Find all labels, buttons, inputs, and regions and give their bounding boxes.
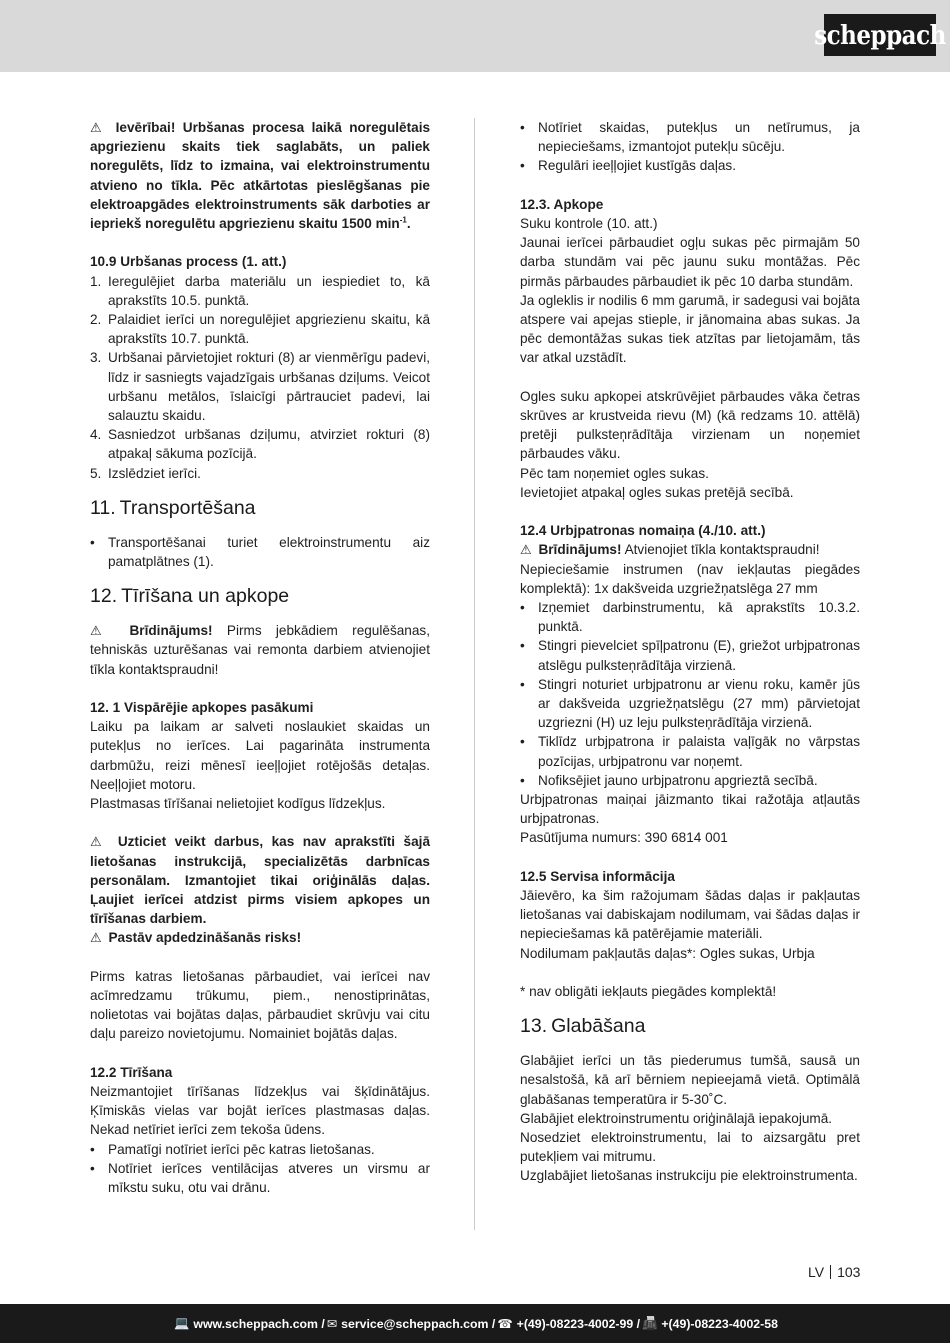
bullet: • [520, 676, 525, 692]
list-item [520, 675, 860, 733]
list-item-text: Tiklīdz urbjpatrona ir palaista vaļīgāk no vārpstas pozīcijas, urbjpatronu var noņemt. [538, 734, 860, 769]
bullet: • [520, 734, 525, 750]
list-item-text: Regulāri ieeļļojiet kustīgās daļas. [538, 158, 736, 174]
step-item [90, 348, 430, 425]
step-number: 1. [90, 273, 102, 289]
phone-icon: ☎ [497, 1316, 513, 1331]
section-12-5-note: * nav obligāti iekļauts piegādes komplektā! [520, 984, 777, 1000]
list-item [90, 533, 430, 571]
list-item-text: Nofiksējiet jauno urbjpatronu apgrieztā secībā. [538, 772, 818, 788]
scheppach-logo [814, 14, 946, 56]
list-item-text: Izņemiet darbinstrumentu, kā aprakstīts 10.3.2. punktā. [538, 600, 860, 635]
section-13-heading [520, 1013, 860, 1039]
section-12-4-warning [520, 540, 860, 559]
list-item-text: Transportēšanai turiet elektroinstrumentu aiz pamatplātnes (1). [108, 534, 430, 570]
step-text: Ieregulējiet darba materiālu un iespiediet to, kā aprakstīts 10.5. punktā. [108, 273, 430, 308]
warning-icon: ⚠ [90, 623, 113, 639]
section-12-title: Tīrīšana un apkope [121, 585, 290, 608]
intro-warning-sup: -1 [399, 215, 407, 225]
bullet: • [520, 600, 525, 616]
step-item [90, 464, 430, 483]
logo-text: scheppach [814, 19, 946, 51]
burn-warning [90, 928, 430, 947]
section-10-9-steps [90, 272, 430, 483]
section-12-4-title: 12.4 Urbjpatronas nomaiņa (4./10. att.) [520, 523, 766, 539]
bullet: • [90, 1141, 95, 1157]
section-12-warning [90, 621, 430, 679]
section-12-4-text2: Urbjpatronas maiņai jāizmanto tikai ražotāja atļautās urbjpatronas. [520, 792, 860, 827]
step-number: 3. [90, 350, 102, 366]
footer-phone: +(49)-08223-4002-99 / [516, 1316, 641, 1331]
section-12-5-text2: Nodilumam pakļautās daļas*: Ogles sukas, Urbja [520, 945, 815, 961]
step-item [90, 272, 430, 310]
section-10-9-title: 10.9 Urbšanas process (1. att.) [90, 254, 287, 270]
section-12-3-text1: Suku kontrole (10. att.) [520, 216, 658, 231]
section-13-text3: Nosedziet elektroinstrumentu, lai to aizsargātu pret putekļiem vai mitrumu. [520, 1130, 860, 1165]
step-text: Sasniedzot urbšanas dziļumu, atvirziet rokturi (8) atpakaļ sākuma pozīcijā. [108, 427, 430, 462]
section-12-2-title: 12.2 Tīrīšana [90, 1064, 173, 1080]
step-number: 5. [90, 465, 102, 481]
list-item-text: Stingri noturiet urbjpatronu ar vienu roku, kamēr jūs ar dakšveida uzgriežņatslēgu (27 mm) pārvietojat uzgriezni (H) uz leju pulksteņrādītāja virzienā. [538, 676, 860, 731]
list-item-text: Notīriet ierīces ventilācijas atveres un virsmu ar mīkstu suku, otu vai drānu. [108, 1160, 430, 1196]
section-13-text1: Glabājiet ierīci un tās piederumus tumšā, sausā un nesalstošā, kā arī bērniem nepieejamā vietā. Optimālā glabāšanas temperatūra ir 5-30˚C. [520, 1053, 860, 1107]
section-12-1-warning [90, 832, 430, 928]
warning-icon: ⚠ [90, 120, 106, 135]
section-12-4-order-number: Pasūtījuma numurs: 390 6814 001 [520, 830, 728, 846]
section-12-number: 12. [90, 585, 118, 608]
section-12-4-text1: Nepieciešamie instrumen (nav iekļautas piegādes komplektā): 1x dakšveida uzgriežņatslēga 27 mm [520, 561, 860, 596]
intro-warning [90, 118, 430, 233]
section-12-5-text1: Jāievēro, ka šim ražojumam šādas daļas ir pakļautas lietošanas vai dabiskajam nodilumam, vai šādas daļas ir nepieciešamas kā patērējamie materiāli. [520, 888, 860, 942]
section-13-text4: Uzglabājiet lietošanas instrukciju pie elektroinstrumenta. [520, 1168, 858, 1184]
bullet: • [520, 772, 525, 788]
section-12-5-title: 12.5 Servisa informācija [520, 868, 675, 884]
computer-icon: 💻 [174, 1316, 190, 1330]
intro-warning-text: Urbšanas procesa laikā noregulētais apgriezienu skaits tiek saglabāts, un paliek noregulēts, līdz to izmaina, vai elektroinstrumentu atvieno no tīkla. Pēc atkārtotas pieslēgšanas pie elektroapgādes elektroinstruments sāk darboties ar iepriekš noregulētu apgriezienu skaitu 1500 min [90, 120, 431, 232]
step-text: Urbšanai pārvietojiet rokturi (8) ar vienmērīgu padevi, līdz ir sasniegts vajadzīgais urbšanas dziļums. Veicot urbšanu metālos, īslaicīgi pārtrauciet padevi, lai salauztu skaidu. [108, 350, 430, 424]
warning-icon: ⚠ [520, 542, 532, 558]
step-text: Palaidiet ierīci un noregulējiet apgriezienu skaitu, kā aprakstīts 10.7. punktā. [108, 312, 430, 347]
section-12-1-text2: Plastmasas tīrīšanai nelietojiet kodīgus līdzekļus. [90, 796, 386, 812]
warning-icon: ⚠ [90, 930, 102, 946]
step-item [90, 310, 430, 348]
right-top-list [520, 118, 860, 176]
intro-warning-end: . [406, 216, 411, 232]
footer-bar [0, 1304, 950, 1343]
section-12-4-list [520, 598, 860, 790]
section-12-4-warning-label: Brīdinājums! [538, 542, 622, 558]
section-12-1-text1: Laiku pa laikam ar salveti noslaukiet skaidas un putekļus no ierīces. Lai pagarināta instrumenta darbmūžu, reizi mēnesī ieeļļojiet rotējošās detaļas. Neeļļojiet motoru. [90, 719, 430, 792]
section-12-3-text3: Ja ogleklis ir nodilis 6 mm garumā, ir sadegusi vai bojāta atspere vai apejas stieple, ir jānomaina abas sukas. Ja pēc demontāžas sukas tiek atzītas par lietojamām, tās var atkal uzstādīt. [520, 292, 860, 366]
burn-warning-text: Pastāv apdedzināšanās risks! [108, 930, 302, 946]
section-11-heading [90, 495, 430, 521]
step-item [90, 425, 430, 463]
section-11-number: 11. [90, 496, 116, 519]
bullet: • [90, 1160, 95, 1176]
list-item-text: Pamatīgi notīriet ierīci pēc katras lietošanas. [108, 1141, 375, 1157]
email-icon: ✉ [326, 1316, 338, 1331]
bullet: • [90, 534, 95, 550]
left-column [90, 118, 430, 1197]
section-13-text2: Glabājiet elektroinstrumentu oriģinālajā iepakojumā. [520, 1110, 833, 1126]
section-13-number: 13. [520, 1015, 548, 1038]
intro-warning-label: Ievērībai! [115, 120, 176, 135]
section-12-2-list [90, 1140, 430, 1198]
bullet: • [520, 158, 525, 174]
section-12-warning-text: Pirms jebkādiem regulēšanas, tehniskās uzturēšanas vai remonta darbiem atvienojiet tīkla kontaktspraudni! [90, 623, 431, 677]
section-12-warning-label: Brīdinājums! [129, 623, 213, 639]
step-text: Izslēdziet ierīci. [108, 465, 201, 481]
column-divider [474, 118, 475, 1230]
section-12-3-text4: Ogles suku apkopei atskrūvējiet pārbaudes vāka četras skrūves ar krustveida rievu (M) (kā redzams 10. attēlā) pretēji pulksteņrādītāja virzienam un noņemiet pārbaudes vāku. [520, 388, 860, 462]
list-item [520, 156, 860, 175]
section-12-heading [90, 583, 430, 609]
warning-icon: ⚠ [90, 834, 107, 850]
section-12-2-text1: Neizmantojiet tīrīšanas līdzekļus vai šķīdinātājus. Ķīmiskās vielas var bojāt ierīces plastmasas daļas. Nekad netīriet ierīci zem tekoša ūdens. [90, 1084, 430, 1138]
section-12-1-check-text: Pirms katras lietošanas pārbaudiet, vai ierīcei nav acīmredzamu trūkumu, piem., nenostiprinātas, nolietotas vai bojātas daļas, pārbaudiet skrūvju vai citu daļu pareizo novietojumu. Nomainiet bojātās daļas. [90, 968, 430, 1042]
list-item [90, 1159, 430, 1197]
list-item-text: Notīriet skaidas, putekļus un netīrumus, ja nepieciešams, izmantojot putekļu sūcēju. [538, 120, 860, 155]
footer-fax: +(49)-08223-4002-58 [661, 1316, 778, 1331]
section-12-3-title: 12.3. Apkope [520, 196, 604, 212]
list-item [520, 732, 860, 770]
page-number [808, 1264, 860, 1280]
section-12-3-text6: Ievietojiet atpakaļ ogles sukas pretējā secībā. [520, 484, 794, 500]
list-item [90, 1140, 430, 1159]
list-item-text: Stingri pievelciet spīļpatronu (E), griežot urbjpatronas atslēgu pulksteņrādītāja virzienā. [538, 638, 860, 673]
page-lang: LV [808, 1264, 825, 1280]
section-11-list [90, 533, 430, 571]
header-bar [0, 0, 950, 72]
page-separator [830, 1265, 831, 1279]
step-number: 4. [90, 427, 102, 443]
section-11-title: Transportēšana [119, 496, 256, 519]
section-12-3-text2: Jaunai ierīcei pārbaudiet ogļu sukas pēc pirmajām 50 darba stundām vai pēc jaunu suku montāžas. Pēc pirmās pārbaudes pārbaudiet ik pēc 10 darba stundām. [520, 235, 860, 289]
right-column [520, 118, 860, 1186]
footer-email: service@scheppach.com / [341, 1316, 496, 1331]
section-12-1-title: 12. 1 Vispārējie apkopes pasākumi [90, 700, 314, 716]
footer-web: www.scheppach.com / [193, 1316, 325, 1331]
list-item [520, 118, 860, 156]
page-number-value: 103 [837, 1264, 861, 1280]
list-item [520, 636, 860, 674]
section-12-1-warning-text: Uzticiet veikt darbus, kas nav aprakstīti šajā lietošanas instrukcijā, specializētās darbnīcas personālam. Izmantojiet tikai oriģinālās daļas. Ļaujiet ierīcei atdzist pirms visiem apkopes un tīrīšanas darbiem. [90, 834, 431, 927]
fax-icon: 📠 [642, 1316, 658, 1330]
bullet: • [520, 638, 525, 654]
section-13-title: Glabāšana [551, 1015, 646, 1038]
bullet: • [520, 120, 525, 135]
list-item [520, 771, 860, 790]
list-item [520, 598, 860, 636]
step-number: 2. [90, 312, 102, 328]
section-12-3-text5: Pēc tam noņemiet ogles sukas. [520, 465, 709, 481]
section-12-4-warning-text: Atvienojiet tīkla kontaktspraudni! [624, 542, 820, 558]
